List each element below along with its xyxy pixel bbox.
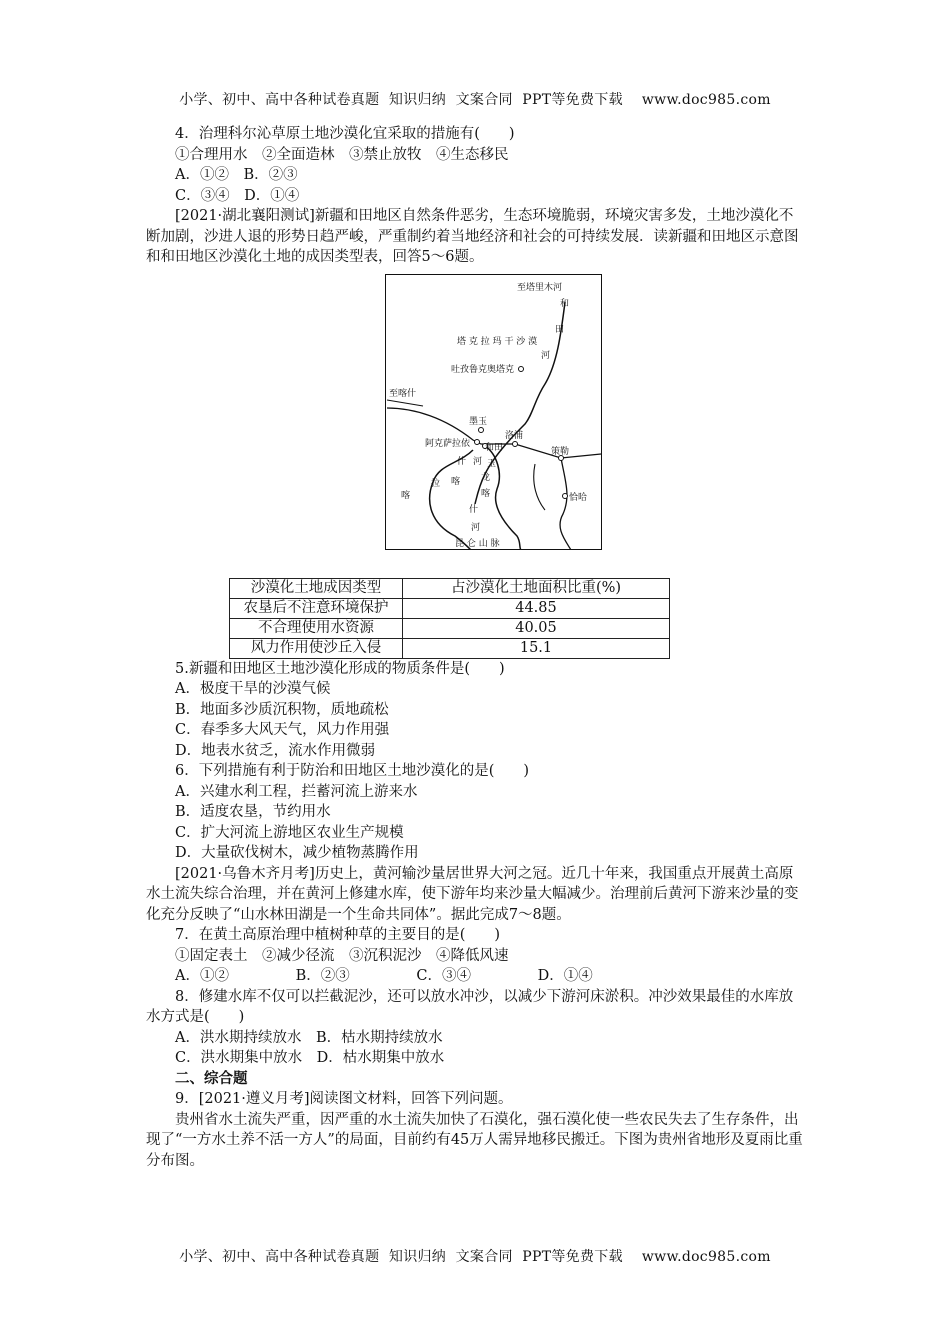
table-header-cell: 占沙漠化土地面积比重(%) [403, 578, 670, 598]
label-moyu: 墨玉 [469, 416, 488, 427]
label-la: 拉 [431, 478, 441, 489]
label-shi1: 什 [457, 456, 467, 467]
page-footer: 小学、初中、高中各种试卷真题 知识归纳 文案合同 PPT等免费下载 www.doc985.com [179, 1249, 771, 1265]
q8-options-cd: C．洪水期集中放水 D．枯水期集中放水 [175, 1050, 445, 1066]
label-taklimakan: 至塔里木河 [517, 282, 563, 293]
label-long: 龙 [481, 472, 491, 483]
q4-options-ab: A．①② B．②③ [175, 167, 298, 183]
label-kunlun: 昆 仑 山 脉 [455, 538, 500, 549]
cause-table [229, 578, 670, 659]
table-header-row [230, 578, 670, 598]
label-he4: 河 [471, 522, 481, 533]
q6-option-c: C．扩大河流上游地区农业生产规模 [175, 824, 404, 841]
table-cell: 15.1 [403, 638, 670, 658]
label-kala: 喀 [401, 490, 411, 501]
q5-stem: 5.新疆和田地区土地沙漠化形成的物质条件是( ) [175, 660, 505, 677]
luopu-dot [513, 441, 518, 446]
q4-options-cd: C．③④ D．①④ [175, 187, 300, 204]
q8-stem: 8．修建水库不仅可以拦截泥沙，还可以放水冲沙，以减少下游河床淤积。冲沙效果最佳的水库放水方式是( ) [146, 988, 794, 1025]
page-header: 小学、初中、高中各种试卷真题 知识归纳 文案合同 PPT等免费下载 www.doc985.com [179, 92, 771, 108]
label-yu: 玉 [487, 458, 497, 469]
q8-options-ab: A．洪水期持续放水 B．枯水期持续放水 [175, 1029, 443, 1046]
q5-option-c: C．春季多大风天气，风力作用强 [175, 722, 390, 738]
table-header-cell: 沙漠化土地成因类型 [230, 578, 403, 598]
q7-option-d: D．①④ [537, 968, 593, 984]
label-ka2: 喀 [481, 488, 491, 499]
table-cell: 农垦后不注意环境保护 [230, 598, 403, 618]
q7-options [146, 966, 806, 987]
q7-option-b: B．②③ [295, 968, 350, 984]
label-kashgar: 至喀什 [389, 388, 417, 399]
q7-option-c: C．③④ [416, 968, 471, 984]
table-cell: 不合理使用水资源 [230, 618, 403, 638]
label-qiaha: 恰哈 [569, 492, 588, 503]
q7-choices: ①固定表土 ②减少径流 ③沉积泥沙 ④降低风速 [175, 947, 509, 964]
table-cell: 44.85 [403, 598, 670, 618]
label-tuyeluke: 吐孜鲁克奥塔克 [451, 364, 515, 375]
label-hetian: 和田 [485, 442, 504, 453]
label-he3: 河 [473, 456, 483, 467]
q6-option-a: A．兴建水利工程，拦蓄河流上游来水 [175, 783, 418, 800]
table-row [230, 638, 670, 658]
table-row [230, 618, 670, 638]
intro-q7-8: [2021·乌鲁木齐月考]历史上，黄河输沙量居世界大河之冠。近几十年来，我国重点开展黄土高原水土流失综合治理，并在黄河上修建水库，使下游年均来沙量大幅减少。治理前后黄河下游来沙量的变化充分反映了“山水林田湖是一个生命共同体”。据此完成7～8题。 [146, 865, 799, 923]
table-cell: 40.05 [403, 618, 670, 638]
label-shi2: 什 [469, 504, 479, 515]
hetian-map [385, 274, 602, 550]
page-content [146, 124, 806, 1171]
label-he1: 和 [560, 298, 570, 309]
label-tian: 田 [555, 324, 565, 335]
q6-option-d: D．大量砍伐树木，减少植物蒸腾作用 [175, 845, 419, 861]
q5-option-a: A．极度干旱的沙漠气候 [175, 681, 331, 697]
q4-choices: ①合理用水 ②全面造林 ③禁止放牧 ④生态移民 [175, 146, 509, 163]
q9-stem: 9．[2021·遵义月考]阅读图文材料，回答下列问题。 [175, 1091, 513, 1107]
table-cell: 风力作用使沙丘入侵 [230, 638, 403, 658]
label-luopu: 洛浦 [505, 430, 524, 441]
q5-option-d: D．地表水贫乏，流水作用微弱 [175, 742, 376, 759]
q5-option-b: B．地面多沙质沉积物，质地疏松 [175, 701, 389, 718]
label-ka1: 喀 [451, 476, 461, 487]
label-akesa: 阿克萨拉依 [425, 438, 471, 449]
q7-stem: 7．在黄土高原治理中植树种草的主要目的是( ) [175, 927, 501, 943]
q9-material: 贵州省水土流失严重，因严重的水土流失加快了石漠化，强石漠化使一些农民失去了生存条件，出现了“一方水土养不活一方人”的局面，目前约有45万人需异地移民搬迁。下图为贵州省地形及夏雨比重分布图。 [146, 1111, 803, 1169]
moyu-dot [479, 427, 484, 432]
q6-stem: 6．下列措施有利于防治和田地区土地沙漠化的是( ) [175, 763, 530, 779]
label-desert: 塔 克 拉 玛 干 沙 漠 [457, 336, 538, 347]
tuyeluke-dot [519, 366, 524, 371]
label-he2: 河 [541, 350, 551, 361]
q7-option-a: A．①② [175, 968, 229, 984]
label-cele: 策勒 [551, 446, 570, 457]
qiaha-dot [563, 493, 568, 498]
section-title: 二、综合题 [175, 1069, 248, 1087]
intro-q5-6: [2021·湖北襄阳测试]新疆和田地区自然条件恶劣，生态环境脆弱，环境灾害多发，土地沙漠化不断加剧，沙进人退的形势日趋严峻，严重制约着当地经济和社会的可持续发展．读新疆和田地区示意图和和田地区沙漠化土地的成因类型表，回答5～6题。 [146, 208, 799, 265]
table-row [230, 598, 670, 618]
q6-option-b: B．适度农垦，节约用水 [175, 804, 331, 820]
q4-stem: 4．治理科尔沁草原土地沙漠化宜采取的措施有( ) [175, 126, 515, 142]
akesa-dot [475, 439, 480, 444]
